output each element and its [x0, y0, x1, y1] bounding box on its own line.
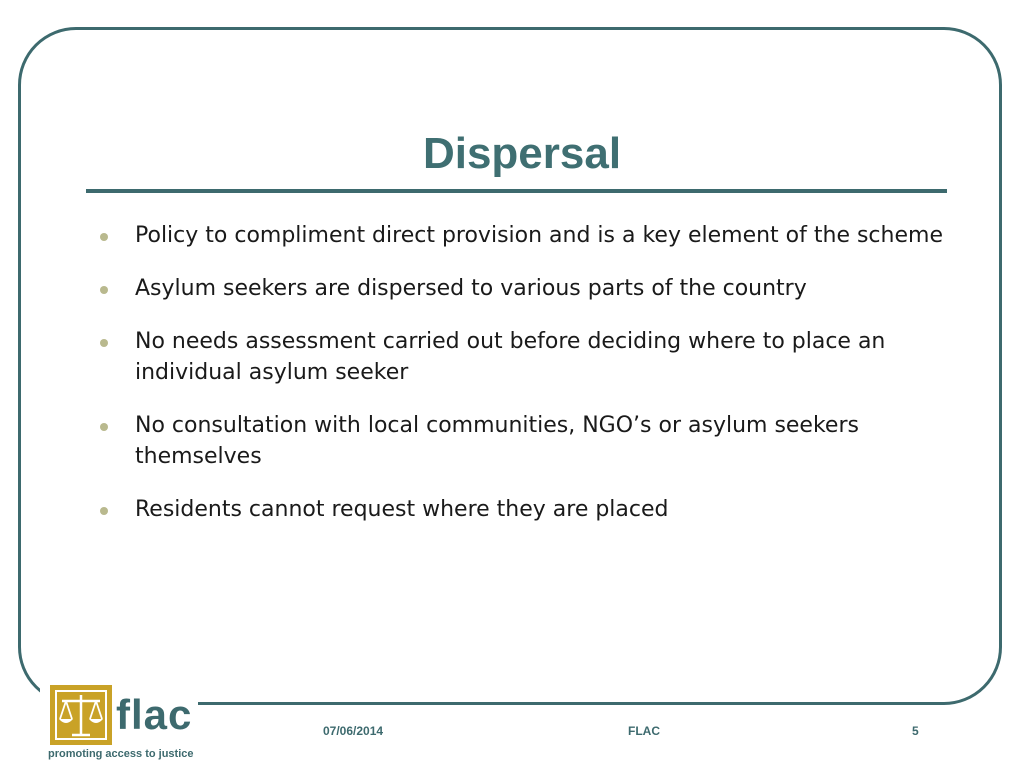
- bullet-text: No consultation with local communities, NGO’s or asylum seekers themselves: [135, 413, 859, 469]
- bullet-text: Asylum seekers are dispersed to various parts of the country: [135, 276, 807, 301]
- title-divider: [86, 189, 947, 193]
- bullet-item: [96, 220, 946, 251]
- logo-tagline: promoting access to justice: [48, 748, 194, 760]
- bullet-text: Policy to compliment direct provision and is a key element of the scheme: [135, 223, 943, 248]
- bullet-item: [96, 273, 946, 304]
- scales-of-justice-icon: [50, 685, 112, 745]
- bullet-dot-icon: [100, 286, 108, 294]
- flac-logo: [40, 683, 198, 768]
- bullet-dot-icon: [100, 233, 108, 241]
- footer-date: 07/06/2014: [323, 724, 384, 738]
- bullet-dot-icon: [100, 507, 108, 515]
- bullet-item: [96, 494, 946, 525]
- logo-wordmark: flac: [116, 691, 193, 738]
- bullet-text: Residents cannot request where they are placed: [135, 497, 669, 522]
- footer-label: FLAC: [628, 724, 660, 738]
- slide-number: 5: [912, 724, 919, 738]
- bullet-item: [96, 326, 946, 388]
- bullet-dot-icon: [100, 339, 108, 347]
- bullet-text: No needs assessment carried out before deciding where to place an individual asylum seeker: [135, 329, 886, 385]
- bullet-list: [96, 220, 946, 547]
- bullet-item: [96, 410, 946, 472]
- bullet-dot-icon: [100, 423, 108, 431]
- slide-title: Dispersal: [422, 129, 622, 178]
